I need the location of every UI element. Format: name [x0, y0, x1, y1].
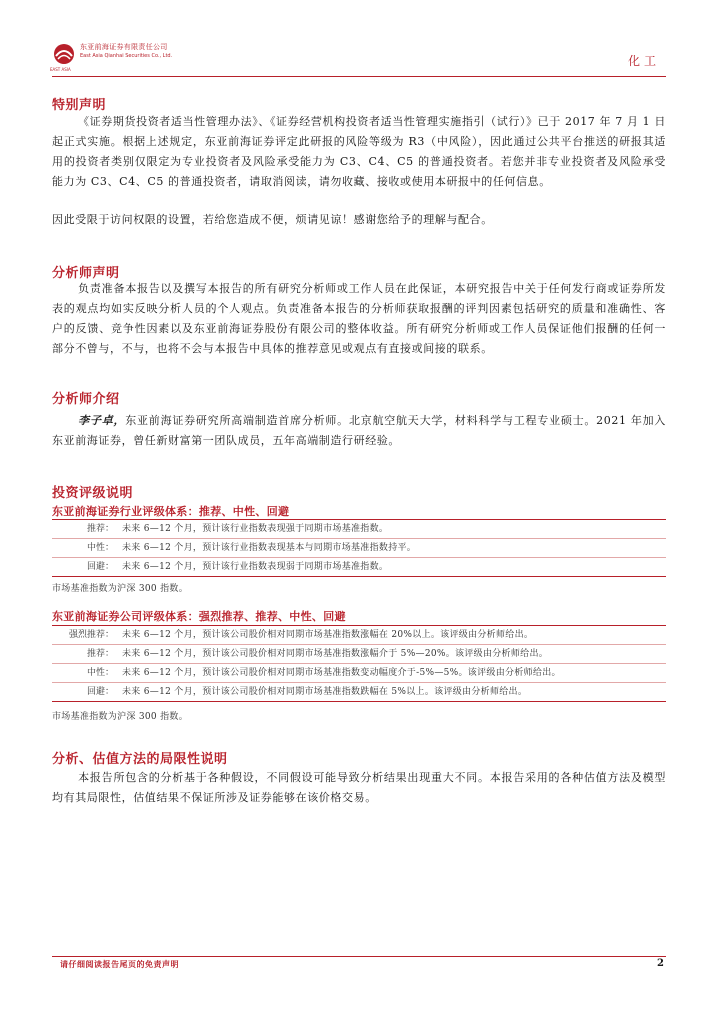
industry-rating-title: 东亚前海证券行业评级体系：推荐、中性、回避: [52, 505, 290, 518]
table-row: 回避： 未来 6—12 个月，预计该行业指数表现弱于同期市场基准指数。: [52, 558, 666, 577]
table-row: 回避： 未来 6—12 个月，预计该公司股价相对同期市场基准指数跌幅在 5%以上。该评级由分析师给出。: [52, 683, 666, 702]
footer-divider: [52, 956, 666, 957]
page-header: [52, 38, 666, 74]
company-logo-icon: [52, 42, 76, 66]
rating-title: 投资评级说明: [52, 486, 134, 501]
limitations-title: 分析、估值方法的局限性说明: [52, 752, 228, 767]
company-rating-note: 市场基准指数为沪深 300 指数。: [52, 712, 189, 722]
header-divider: [52, 76, 666, 77]
industry-rating-table: [52, 519, 666, 577]
analyst-statement-title: 分析师声明: [52, 266, 120, 281]
company-name-en: East Asia Qianhai Securities Co., Ltd.: [80, 53, 173, 59]
analyst-name: 李子卓，: [78, 414, 126, 427]
table-row: 中性： 未来 6—12 个月，预计该公司股价相对同期市场基准指数变动幅度介于-5%—5%。该评级由分析师给出。: [52, 664, 666, 683]
page-number: 2: [657, 958, 664, 969]
special-statement-title: 特别声明: [52, 98, 107, 113]
logo-subtext: EAST ASIA: [50, 67, 71, 72]
table-row: 推荐： 未来 6—12 个月，预计该公司股价相对同期市场基准指数涨幅介于 5%—20%。该评级由分析师给出。: [52, 645, 666, 664]
special-statement-text-2: 因此受限于访问权限的设置，若给您造成不便，烦请见谅！感谢您给予的理解与配合。: [52, 213, 493, 226]
analyst-intro-title: 分析师介绍: [52, 392, 120, 407]
company-rating-title: 东亚前海证券公司评级体系：强烈推荐、推荐、中性、回避: [52, 610, 346, 623]
limitations-text: 本报告所包含的分析基于各种假设，不同假设可能导致分析结果出现重大不同。本报告采用的各种估值方法及模型均有其局限性，估值结果不保证所涉及证券能够在该价格交易。: [52, 771, 666, 804]
company-rating-table: [52, 625, 666, 702]
industry-rating-note: 市场基准指数为沪深 300 指数。: [52, 584, 189, 594]
table-row: 强烈推荐： 未来 6—12 个月，预计该公司股价相对同期市场基准指数涨幅在 20%以上。该评级由分析师给出。: [52, 626, 666, 645]
company-name-cn: 东亚前海证券有限责任公司: [80, 43, 168, 51]
sector-label: 化工: [627, 54, 660, 68]
analyst-statement-text: 负责准备本报告以及撰写本报告的所有研究分析师或工作人员在此保证，本研究报告中关于任何发行商或证券所发表的观点均如实反映分析人员的个人观点。负责准备本报告的分析师获取报酬的评判因素包括研究的质量和准确性、客户的反馈、竞争性因素以及东亚前海证券股份有限公司的整体收益。所有研究分析师或工作人员保证他们报酬的任何一部分不曾与，不与，也将不会与本报告中具体的推荐意见或观点有直接或间接的联系。: [52, 282, 666, 355]
table-row: 中性： 未来 6—12 个月，预计该行业指数表现基本与同期市场基准指数持平。: [52, 539, 666, 558]
footer-disclaimer: 请仔细阅读报告尾页的免责声明: [60, 960, 179, 969]
table-row: 推荐： 未来 6—12 个月，预计该行业指数表现强于同期市场基准指数。: [52, 520, 666, 539]
special-statement-text: 《证券期货投资者适当性管理办法》、《证券经营机构投资者适当性管理实施指引（试行）》已于 2017 年 7 月 1 日起正式实施。根据上述规定，东亚前海证券评定此研报的风险等级为 R3（中风险），因此通过公共平台推送的研报其适用的投资者类别仅限定为专业投资者及风险承受能力为 C3、C4、C5 的普通投资者。若您并非专业投资者及风险承受能力为 C3、C4、C5 的普通投资者，请取消阅读，请勿收藏、接收或使用本研报中的任何信息。: [52, 115, 666, 188]
analyst-intro-text: 李子卓，东亚前海证券研究所高端制造首席分析师。北京航空航天大学，材料科学与工程专业硕士。2021 年加入东亚前海证券，曾任新财富第一团队成员，五年高端制造行研经验。: [52, 414, 666, 447]
